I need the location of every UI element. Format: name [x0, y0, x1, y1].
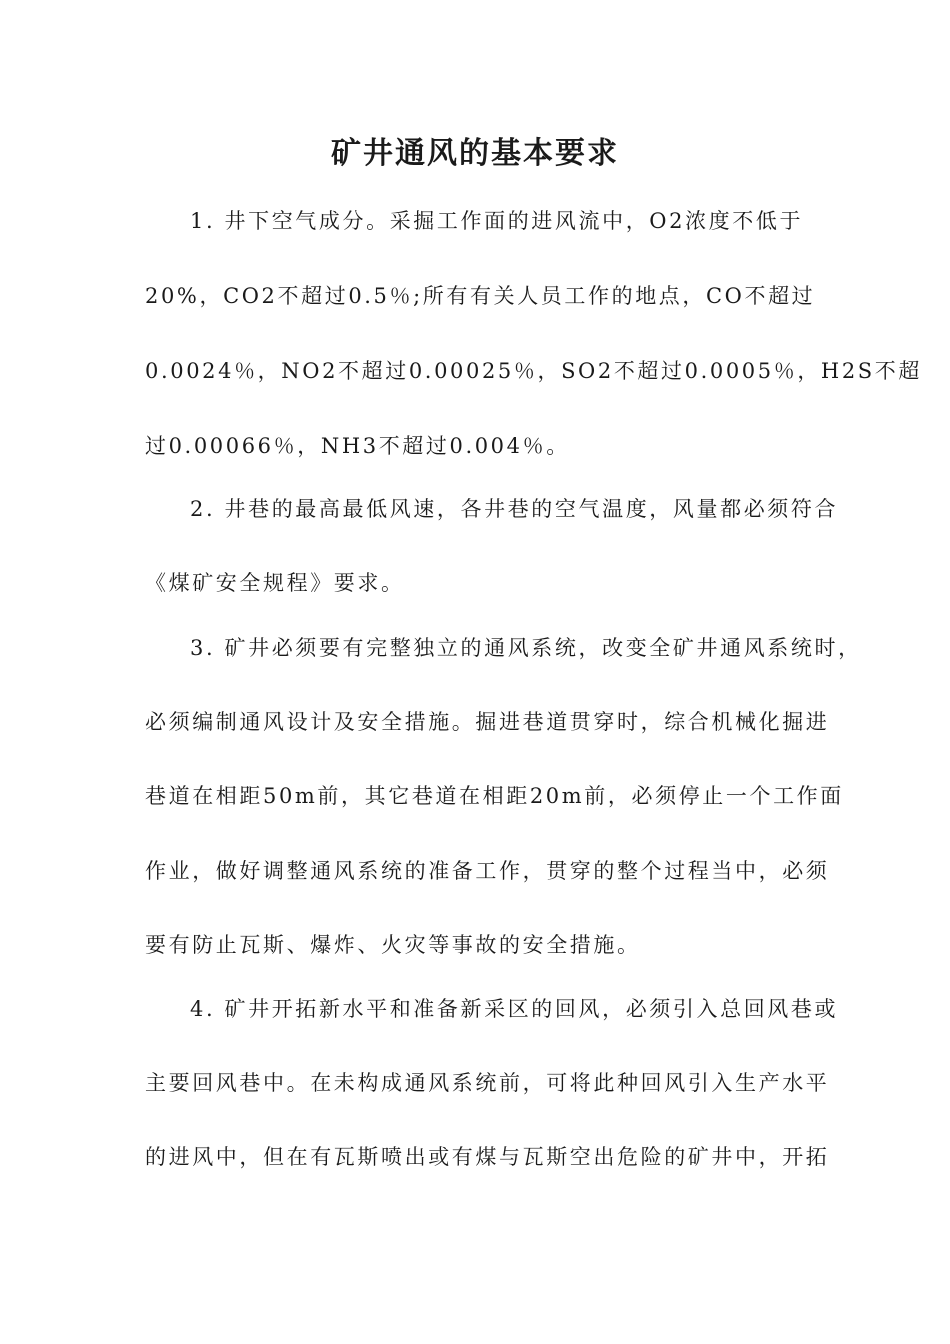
- paragraph-3-line-4: 作业，做好调整通风系统的准备工作，贯穿的整个过程当中，必须: [145, 859, 830, 883]
- paragraph-2-line-1: 2. 井巷的最高最低风速，各井巷的空气温度，风量都必须符合: [190, 497, 839, 521]
- paragraph-4-line-2: 主要回风巷中。在未构成通风系统前，可将此种回风引入生产水平: [145, 1071, 830, 1095]
- paragraph-1-line-3: 0.0024％，NO2不超过0.00025％，SO2不超过0.0005％，H2S不超: [145, 359, 922, 383]
- paragraph-1-line-1: 1. 井下空气成分。采掘工作面的进风流中，O2浓度不低于: [190, 209, 804, 233]
- paragraph-3-line-5: 要有防止瓦斯、爆炸、火灾等事故的安全措施。: [145, 933, 641, 957]
- paragraph-3-line-1: 3. 矿井必须要有完整独立的通风系统，改变全矿井通风系统时，: [190, 636, 862, 660]
- paragraph-1-line-4: 过0.00066％，NH3不超过0.004％。: [145, 434, 570, 458]
- paragraph-2-line-2: 《煤矿安全规程》要求。: [145, 571, 405, 595]
- paragraph-4-line-1: 4. 矿井开拓新水平和准备新采区的回风，必须引入总回风巷或: [190, 997, 839, 1021]
- paragraph-1-line-2: 20%，CO2不超过0.5％;所有有关人员工作的地点，CO不超过: [145, 284, 816, 308]
- paragraph-4-line-3: 的进风中，但在有瓦斯喷出或有煤与瓦斯空出危险的矿井中，开拓: [145, 1145, 830, 1169]
- paragraph-3-line-2: 必须编制通风设计及安全措施。掘进巷道贯穿时，综合机械化掘进: [145, 710, 830, 734]
- document-title: 矿井通风的基本要求: [331, 136, 619, 171]
- paragraph-3-line-3: 巷道在相距50m前，其它巷道在相距20m前，必须停止一个工作面: [145, 784, 844, 808]
